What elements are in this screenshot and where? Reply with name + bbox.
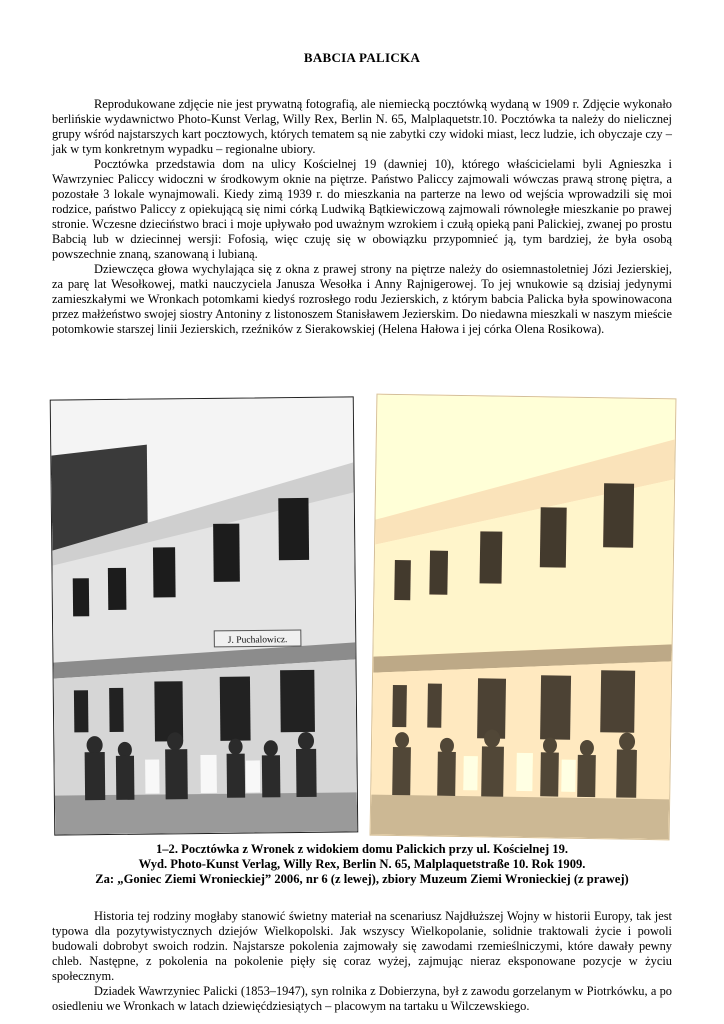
- postcard-photo-right: [370, 394, 677, 841]
- house-photo-bw: [51, 397, 358, 834]
- caption-line: Wyd. Photo-Kunst Verlag, Willy Rex, Berlin N. 65, Malplaquetstraße 10. Rok 1909.: [138, 857, 586, 871]
- paragraph: Pocztówka przedstawia dom na ulicy Kościelnej 19 (dawniej 10), którego właścicielami byli Agnieszka i Wawrzyniec Paliccy widoczni w środkowym oknie na piętrze. Państwo Paliccy zajmowali wówczas prawą stronę piętra, a pozostałe 3 lokale wynajmowali. Kiedy zimą 1939 r. do mieszkania na parterze na lewo od wejścia wprowadzili się moi rodzice, państwo Paliccy z opiekującą się nimi córką Ludwiką Bątkiewiczową zajmowali równoległe mieszkanie po prawej stronie. Wczesne dzieciństwo braci i moje upływało pod uważnym wzrokiem i czułą opieką pani Palickiej, zwanej po prostu Babcią lub w dziecinnej wersji: Fofosią, więc czuję się w obowiązku przypomnieć ją, tym bardziej, że była osobą powszechnie znaną, szanowaną i lubianą.: [52, 157, 672, 261]
- caption-line: Za: „Goniec Ziemi Wronieckiej” 2006, nr 6 (z lewej), zbiory Muzeum Ziemi Wronieckiej (z prawej): [95, 872, 629, 886]
- paragraph: Historia tej rodziny mogłaby stanowić świetny materiał na scenariusz Najdłuższej Wojny w historii Europy, tak jest typowa dla pozytywistycznych dziejów Wielkopolski. Jak wszyscy Wielkopolanie, solidnie traktowali życie i powoli budowali dobrobyt swoich rodzin. Najstarsze pokolenia zajmowały się zawodami rzemieślniczymi, które dawały pewny chleb. Następne, z pokolenia na pokolenie pięły się coraz wyżej, zajmując nieraz eksponowane pozycje w życiu społecznym.: [52, 909, 672, 983]
- body-text-bottom: [52, 909, 672, 1014]
- caption-line: 1–2. Pocztówka z Wronek z widokiem domu Palickich przy ul. Kościelnej 19.: [155, 842, 569, 856]
- page-title: BABCIA PALICKA: [303, 50, 421, 65]
- shop-sign-text: J. Puchalowicz.: [227, 635, 288, 646]
- paragraph: Dziewczęca głowa wychylająca się z okna z prawej strony na piętrze należy do osiemnastoletniej Józi Jezierskiej, za parę lat Wesołkowej, matki nauczyciela Janusza Wesołka i Anny Rajnigerowej. To jej wnukowie są dzisiaj jedynymi zamieszkałymi we Wronkach potomkami kiedyś rozrosłego rodu Jezierskich, z którym babcia Palicka była spowinowacona przez małżeństwo swojej siostry Antoniny z listonoszem Stanisławem Jezierskim. Do niedawna mieszkali w naszym mieście potomkowie starszej linii Jezierskich, rzeźników z Sierakowskiej (Helena Hałowa i jej córka Olena Rosikowa).: [52, 262, 672, 336]
- postcard-photo-left: [50, 396, 359, 835]
- house-photo-sepia: [371, 395, 676, 840]
- body-text-top: [52, 97, 672, 337]
- paragraph: Dziadek Wawrzyniec Palicki (1853–1947), syn rolnika z Dobierzyna, był z zawodu gorzelanym w Piotrkówku, a po osiedleniu we Wronkach w latach dziewięćdziesiątych – placowym na tartaku u Wilczewskiego.: [52, 984, 672, 1013]
- photo-caption: [0, 842, 724, 887]
- paragraph: Reprodukowane zdjęcie nie jest prywatną fotografią, ale niemiecką pocztówką wydaną w 1909 r. Zdjęcie wykonało berlińskie wydawnictwo Photo-Kunst Verlag, Willy Rex, Berlin N. 65, Malplaquetstr.10. Pocztówka ta należy do nielicznej grupy wśród najstarszych kart pocztowych, których tematem są nie zabytki czy widoki miast, lecz ludzie, ich obyczaje czy – jak w tym konkretnym wypadku – regionalne ubiory.: [52, 97, 672, 156]
